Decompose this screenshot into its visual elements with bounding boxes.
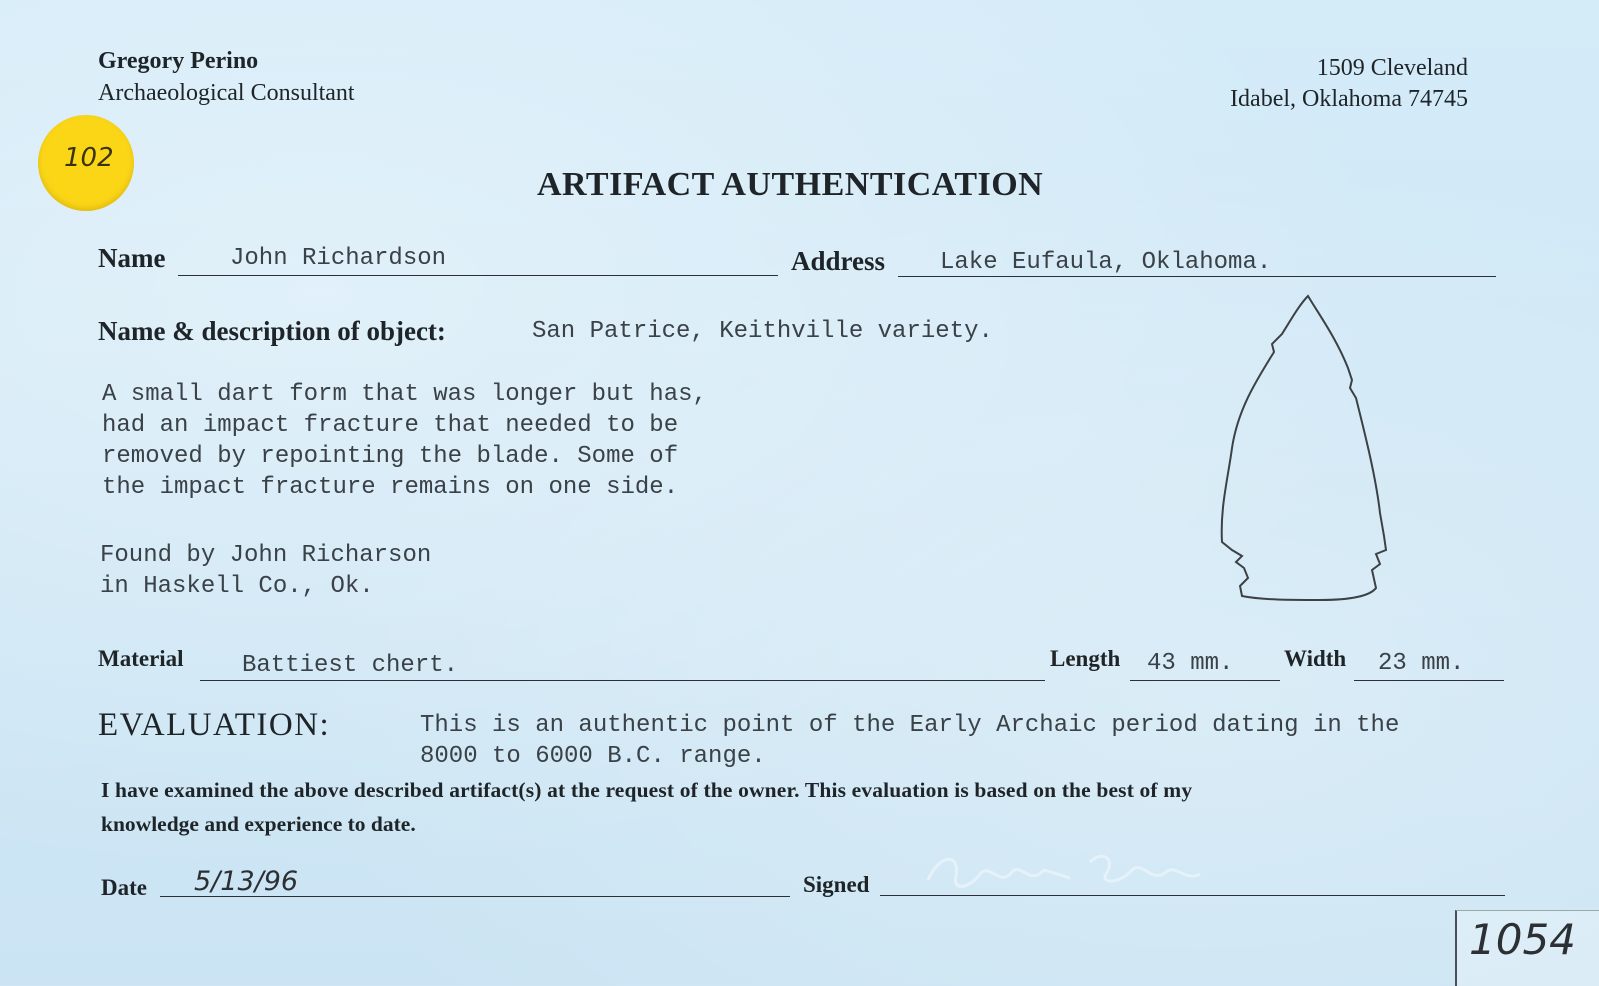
length-label: Length — [1050, 646, 1121, 671]
consultant-name: Gregory Perino — [98, 48, 259, 74]
evaluation-text-line-1: This is an authentic point of the Early Archaic period dating in the — [420, 712, 1400, 739]
object-label: Name & description of object: — [98, 316, 446, 346]
width-value: 23 mm. — [1378, 650, 1465, 677]
address-underline — [898, 276, 1496, 277]
statement-line-2: knowledge and experience to date. — [101, 812, 416, 836]
width-underline — [1354, 680, 1504, 681]
statement-line-1: I have examined the above described artifact(s) at the request of the owner. This evaluation is based on the best of my — [101, 778, 1193, 802]
name-underline — [178, 275, 778, 276]
length-underline — [1130, 680, 1280, 681]
catalog-number: 1054 — [1469, 915, 1576, 964]
material-underline — [200, 680, 1045, 681]
address-line-2: Idabel, Oklahoma 74745 — [1230, 86, 1468, 112]
width-label: Width — [1284, 646, 1347, 671]
signature-stroke — [928, 856, 1200, 886]
name-value: John Richardson — [230, 245, 447, 272]
artifact-outline-drawing — [1210, 288, 1410, 618]
object-value: San Patrice, Keithville variety. — [532, 318, 993, 345]
found-block — [100, 540, 431, 602]
description-block — [102, 379, 707, 503]
material-value: Battiest chert. — [242, 652, 459, 679]
evaluation-text-line-2: 8000 to 6000 B.C. range. — [420, 743, 766, 770]
address-label: Address — [791, 246, 886, 276]
page-title: ARTIFACT AUTHENTICATION — [537, 166, 1044, 203]
length-value: 43 mm. — [1147, 650, 1234, 677]
number-sticker — [38, 115, 134, 211]
description-line: the impact fracture remains on one side. — [102, 474, 679, 501]
found-line: Found by John Richarson — [100, 542, 432, 569]
sticker-number: 102 — [64, 143, 114, 173]
description-line: removed by repointing the blade. Some of — [102, 443, 679, 470]
found-line: in Haskell Co., Ok. — [100, 573, 374, 600]
address-line-1: 1509 Cleveland — [1316, 55, 1468, 81]
date-label: Date — [101, 875, 147, 900]
artifact-outline-path — [1222, 296, 1386, 600]
material-label: Material — [98, 646, 184, 671]
signature-mark — [920, 848, 1220, 898]
description-line: had an impact fracture that needed to be — [102, 412, 679, 439]
consultant-title: Archaeological Consultant — [98, 80, 355, 106]
evaluation-label: EVALUATION: — [98, 707, 331, 743]
name-label: Name — [98, 243, 166, 273]
signed-label: Signed — [803, 872, 870, 897]
address-value: Lake Eufaula, Oklahoma. — [940, 249, 1272, 276]
date-value: 5/13/96 — [194, 866, 299, 897]
description-line: A small dart form that was longer but has, — [102, 381, 707, 408]
catalog-number-box — [1455, 910, 1599, 986]
